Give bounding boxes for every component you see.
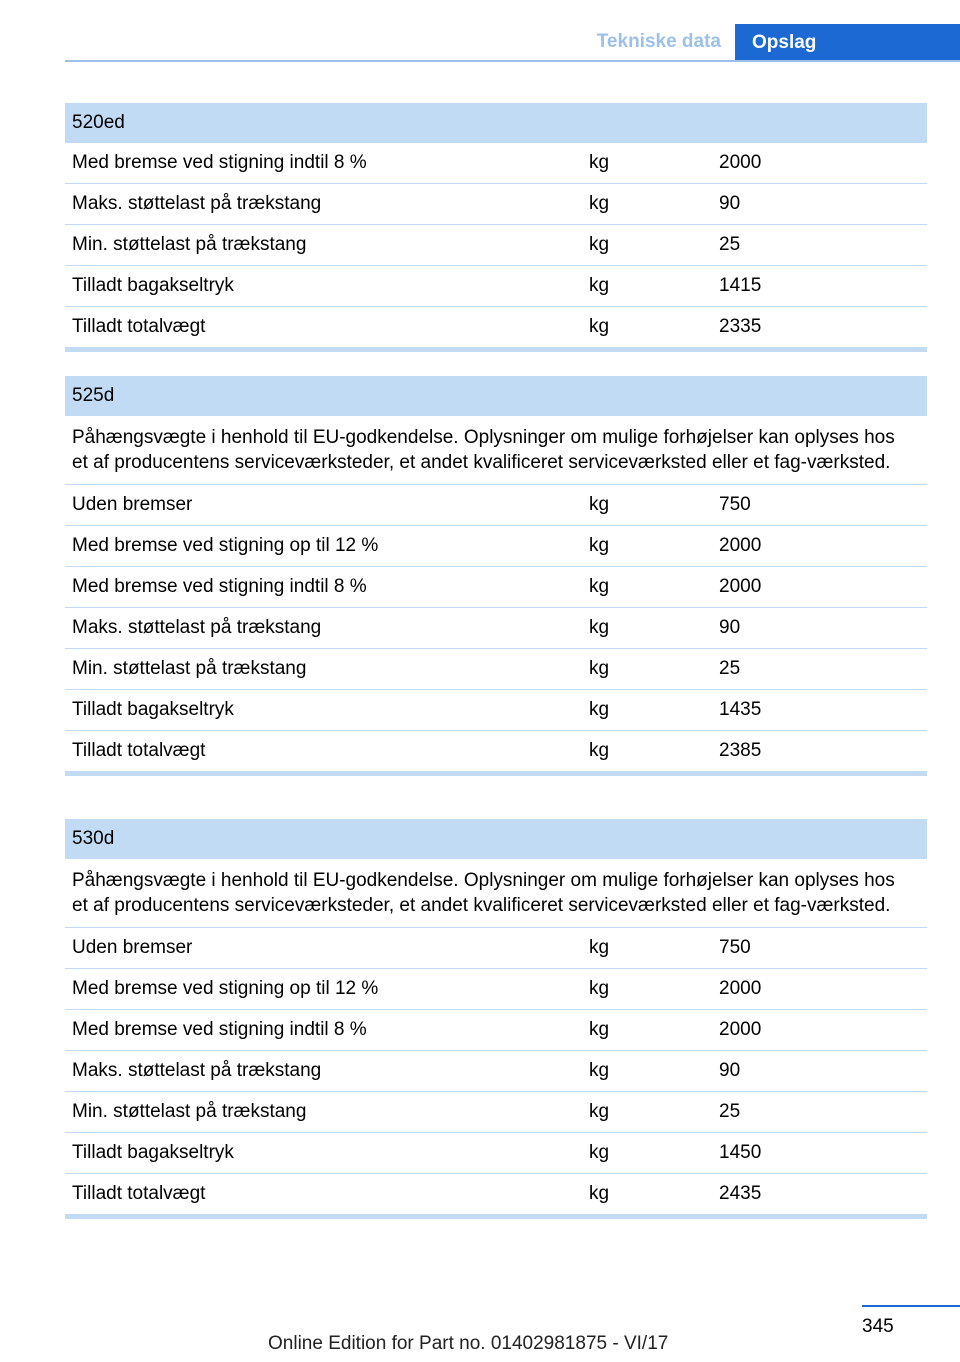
table-row bbox=[65, 567, 927, 608]
table-row bbox=[65, 485, 927, 526]
row-label: Med bremse ved stigning indtil 8 % bbox=[72, 152, 367, 173]
row-value: 750 bbox=[719, 937, 751, 958]
table-row bbox=[65, 928, 927, 969]
row-value: 2335 bbox=[719, 316, 762, 337]
row-value: 90 bbox=[719, 1060, 741, 1081]
row-label: Tilladt totalvægt bbox=[72, 740, 206, 761]
table-header: 525d bbox=[65, 376, 927, 416]
row-label: Maks. støttelast på trækstang bbox=[72, 617, 322, 638]
table-row bbox=[65, 143, 927, 184]
row-label: Min. støttelast på trækstang bbox=[72, 1101, 307, 1122]
row-value: 2435 bbox=[719, 1183, 762, 1204]
row-label: Uden bremser bbox=[72, 937, 193, 958]
table-row bbox=[65, 526, 927, 567]
row-label: Tilladt bagakseltryk bbox=[72, 1142, 234, 1163]
row-value: 2000 bbox=[719, 576, 762, 597]
page-header bbox=[65, 24, 960, 62]
row-unit: kg bbox=[589, 1101, 610, 1122]
row-unit: kg bbox=[589, 937, 610, 958]
row-value: 1415 bbox=[719, 275, 762, 296]
row-label: Med bremse ved stigning indtil 8 % bbox=[72, 576, 367, 597]
row-unit: kg bbox=[589, 1183, 610, 1204]
row-unit: kg bbox=[589, 316, 610, 337]
row-value: 2000 bbox=[719, 978, 762, 999]
row-unit: kg bbox=[589, 535, 610, 556]
table-row bbox=[65, 1010, 927, 1051]
table-row bbox=[65, 608, 927, 649]
spec-table-520ed bbox=[65, 103, 927, 352]
table-row bbox=[65, 1051, 927, 1092]
table-row bbox=[65, 184, 927, 225]
row-value: 2000 bbox=[719, 535, 762, 556]
row-value: 25 bbox=[719, 1101, 741, 1122]
table-row bbox=[65, 731, 927, 771]
row-value: 750 bbox=[719, 494, 751, 515]
row-value: 90 bbox=[719, 193, 741, 214]
row-unit: kg bbox=[589, 1142, 610, 1163]
chapter-tab[interactable]: Opslag bbox=[735, 24, 960, 62]
table-row bbox=[65, 649, 927, 690]
section-tab[interactable]: Tekniske data bbox=[596, 31, 721, 52]
row-unit: kg bbox=[589, 234, 610, 255]
row-label: Uden bremser bbox=[72, 494, 193, 515]
row-unit: kg bbox=[589, 978, 610, 999]
row-label: Med bremse ved stigning op til 12 % bbox=[72, 535, 379, 556]
table-row bbox=[65, 1133, 927, 1174]
row-label: Tilladt bagakseltryk bbox=[72, 275, 234, 296]
row-unit: kg bbox=[589, 1060, 610, 1081]
table-row bbox=[65, 225, 927, 266]
row-unit: kg bbox=[589, 576, 610, 597]
row-unit: kg bbox=[589, 617, 610, 638]
row-unit: kg bbox=[589, 1019, 610, 1040]
header-rule bbox=[65, 60, 960, 62]
page-number: 345 bbox=[862, 1316, 894, 1337]
row-value: 2000 bbox=[719, 152, 762, 173]
row-label: Tilladt totalvægt bbox=[72, 1183, 206, 1204]
page-number-rule bbox=[862, 1305, 960, 1307]
table-note: Påhængsvægte i henhold til EU-godkendelse. Oplysninger om mulige forhøjelser kan oplyses hos et af producentens serviceværksteder, et andet kvalificeret serviceværksted eller et fag-værksted. bbox=[65, 416, 927, 485]
row-label: Med bremse ved stigning indtil 8 % bbox=[72, 1019, 367, 1040]
row-value: 90 bbox=[719, 617, 741, 638]
row-value: 2000 bbox=[719, 1019, 762, 1040]
row-unit: kg bbox=[589, 699, 610, 720]
table-row bbox=[65, 307, 927, 347]
row-value: 1435 bbox=[719, 699, 762, 720]
row-value: 25 bbox=[719, 658, 741, 679]
row-unit: kg bbox=[589, 152, 610, 173]
row-unit: kg bbox=[589, 740, 610, 761]
table-row bbox=[65, 690, 927, 731]
row-value: 2385 bbox=[719, 740, 762, 761]
table-header: 520ed bbox=[65, 103, 927, 143]
row-value: 25 bbox=[719, 234, 741, 255]
row-unit: kg bbox=[589, 275, 610, 296]
table-row bbox=[65, 969, 927, 1010]
table-row bbox=[65, 1174, 927, 1214]
row-label: Maks. støttelast på trækstang bbox=[72, 1060, 322, 1081]
row-label: Min. støttelast på trækstang bbox=[72, 658, 307, 679]
row-unit: kg bbox=[589, 193, 610, 214]
row-label: Med bremse ved stigning op til 12 % bbox=[72, 978, 379, 999]
table-row bbox=[65, 266, 927, 307]
table-note: Påhængsvægte i henhold til EU-godkendelse. Oplysninger om mulige forhøjelser kan oplyses hos et af producentens serviceværksteder, et andet kvalificeret serviceværksted eller et fag-værksted. bbox=[65, 859, 927, 928]
footer-edition: Online Edition for Part no. 01402981875 - VI/17 bbox=[268, 1333, 669, 1354]
row-label: Maks. støttelast på trækstang bbox=[72, 193, 322, 214]
row-unit: kg bbox=[589, 658, 610, 679]
row-label: Tilladt totalvægt bbox=[72, 316, 206, 337]
row-label: Min. støttelast på trækstang bbox=[72, 234, 307, 255]
spec-table-530d bbox=[65, 819, 927, 1219]
row-label: Tilladt bagakseltryk bbox=[72, 699, 234, 720]
table-header: 530d bbox=[65, 819, 927, 859]
table-row bbox=[65, 1092, 927, 1133]
row-unit: kg bbox=[589, 494, 610, 515]
spec-table-525d bbox=[65, 376, 927, 776]
row-value: 1450 bbox=[719, 1142, 762, 1163]
